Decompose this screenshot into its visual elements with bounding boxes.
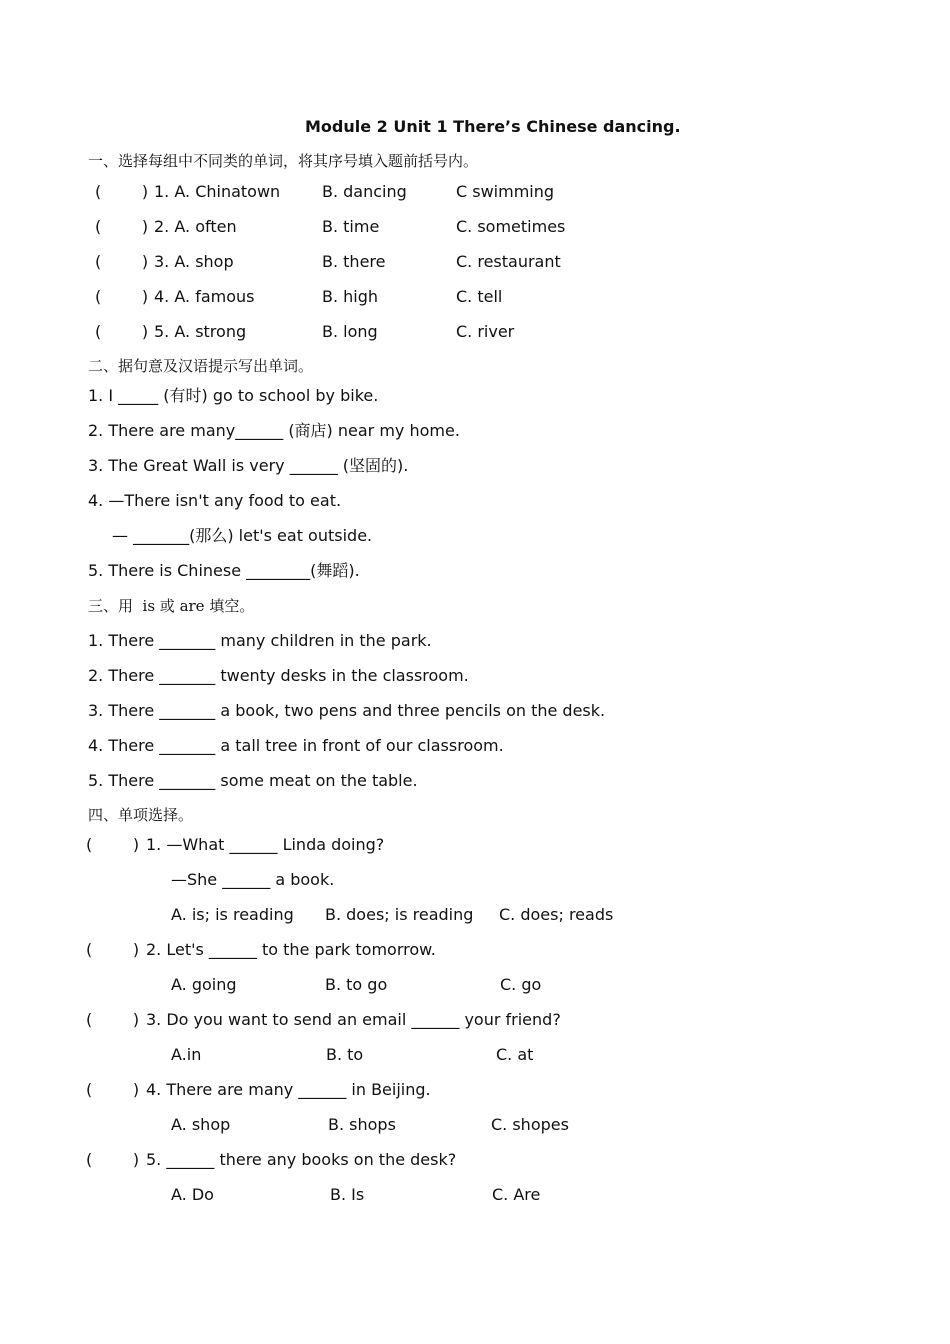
option-a: 3. A. shop [154,252,234,271]
option-b: B. high [322,287,379,306]
option-a: 1. A. Chinatown [154,182,281,201]
option-a: 5. A. strong [154,322,247,341]
option-b: B. does; is reading [325,905,474,924]
option-c: C. river [456,322,515,341]
answer-bracket[interactable]: ( ) [86,1150,140,1169]
fill-in-question: — _______(那么) let's eat outside. [112,526,373,545]
question-text: 4. There are many ______ in Beijing. [146,1080,431,1099]
section-3-heading: 三、用 is 或 are 填空。 [88,597,255,615]
option-a: 4. A. famous [154,287,255,306]
option-a: A. Do [171,1185,214,1204]
option-a: 2. A. often [154,217,237,236]
option-c: C. Are [492,1185,541,1204]
option-b: B. long [322,322,378,341]
option-b: B. Is [330,1185,365,1204]
option-b: B. to go [325,975,388,994]
fill-in-question: 4. —There isn't any food to eat. [88,491,342,510]
answer-bracket[interactable]: ( ) [95,217,149,236]
answer-bracket[interactable]: ( ) [95,322,149,341]
fill-in-question: 5. There _______ some meat on the table. [88,771,418,790]
option-c: C. restaurant [456,252,561,271]
fill-in-question: 3. The Great Wall is very ______ (坚固的). [88,456,409,475]
fill-in-question: 5. There is Chinese ________(舞蹈). [88,561,360,580]
question-text: 3. Do you want to send an email ______ your friend? [146,1010,561,1029]
option-c: C. go [500,975,542,994]
option-c: C. sometimes [456,217,566,236]
option-c: C. does; reads [499,905,614,924]
fill-in-question: 2. There are many______ (商店) near my home. [88,421,460,440]
option-a: A. going [171,975,237,994]
option-c: C. tell [456,287,503,306]
question-text: —She ______ a book. [171,870,335,889]
option-c: C. shopes [491,1115,569,1134]
fill-in-question: 3. There _______ a book, two pens and three pencils on the desk. [88,701,606,720]
option-c: C swimming [456,182,555,201]
option-a: A. is; is reading [171,905,294,924]
option-c: C. at [496,1045,534,1064]
fill-in-question: 1. I _____ (有时) go to school by bike. [88,386,379,405]
option-b: B. shops [328,1115,396,1134]
section-2-heading: 二、据句意及汉语提示写出单词。 [88,357,314,375]
question-text: 2. Let's ______ to the park tomorrow. [146,940,436,959]
question-text: 5. ______ there any books on the desk? [146,1150,457,1169]
answer-bracket[interactable]: ( ) [86,940,140,959]
answer-bracket[interactable]: ( ) [95,252,149,271]
option-a: A.in [171,1045,202,1064]
page-title: Module 2 Unit 1 There’s Chinese dancing. [305,117,681,136]
answer-bracket[interactable]: ( ) [86,1080,140,1099]
option-b: B. time [322,217,380,236]
option-b: B. there [322,252,386,271]
answer-bracket[interactable]: ( ) [95,182,149,201]
answer-bracket[interactable]: ( ) [86,835,140,854]
fill-in-question: 4. There _______ a tall tree in front of our classroom. [88,736,504,755]
answer-bracket[interactable]: ( ) [95,287,149,306]
option-b: B. to [326,1045,364,1064]
fill-in-question: 1. There _______ many children in the park. [88,631,432,650]
section-4-heading: 四、单项选择。 [88,806,194,824]
answer-bracket[interactable]: ( ) [86,1010,140,1029]
fill-in-question: 2. There _______ twenty desks in the classroom. [88,666,469,685]
section-1-heading: 一、选择每组中不同类的单词，将其序号填入题前括号内。 [88,152,479,170]
option-b: B. dancing [322,182,407,201]
question-text: 1. —What ______ Linda doing? [146,835,385,854]
option-a: A. shop [171,1115,231,1134]
